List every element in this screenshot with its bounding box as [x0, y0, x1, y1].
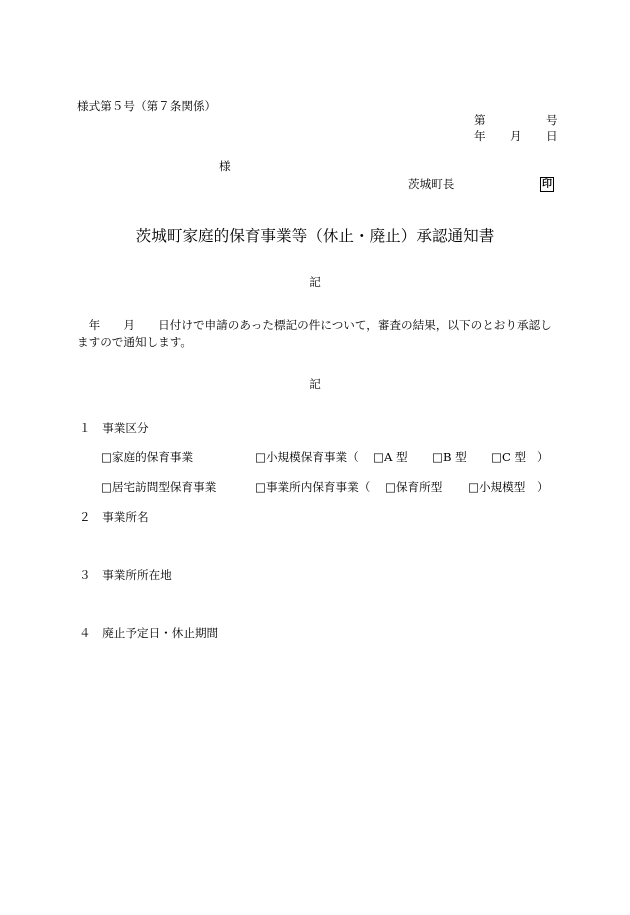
section-1-heading: １ 事業区分: [79, 421, 149, 435]
checkbox-option-type-a: □A 型: [373, 450, 408, 464]
document-number-suffix: 号: [546, 113, 558, 127]
section-2-heading: ２ 事業所名: [79, 510, 149, 524]
date-year-label: 年: [474, 129, 486, 143]
closing-paren: ）: [537, 480, 549, 494]
document-number-prefix: 第: [474, 113, 486, 127]
date-day-label: 日: [546, 129, 558, 143]
ki-heading-bottom: 記: [309, 377, 321, 391]
checkbox-option-small-scale-childcare: □小規模保育事業（: [255, 450, 359, 464]
checkbox-option-workplace-childcare: □事業所内保育事業（: [255, 480, 371, 494]
closing-paren: ）: [537, 450, 549, 464]
date-month-label: 月: [510, 129, 522, 143]
issuer-name: 茨城町長: [408, 177, 455, 191]
section-3-heading: ３ 事業所所在地: [79, 568, 172, 582]
checkbox-option-home-based-childcare: □家庭的保育事業: [101, 450, 194, 464]
form-number-label: 様式第５号（第７条関係）: [77, 99, 217, 113]
seal-mark: 印: [542, 179, 552, 190]
checkbox-option-type-b: □B 型: [432, 450, 467, 464]
body-line-1: 年 月 日付けで申請のあった標記の件について，審査の結果，以下のとおり承認し: [77, 318, 552, 332]
checkbox-option-small-scale-type: □小規模型: [468, 480, 526, 494]
checkbox-option-home-visit-childcare: □居宅訪問型保育事業: [101, 480, 217, 494]
body-line-2: ますので通知します。: [77, 335, 193, 349]
document-title: 茨城町家庭的保育事業等（休止・廃止）承認通知書: [135, 227, 495, 245]
checkbox-option-nursery-type: □保育所型: [385, 480, 443, 494]
ki-heading-top: 記: [309, 275, 321, 289]
section-4-heading: ４ 廃止予定日・休止期間: [79, 626, 219, 640]
addressee-honorific: 様: [219, 159, 231, 173]
checkbox-option-type-c: □C 型: [491, 450, 527, 464]
